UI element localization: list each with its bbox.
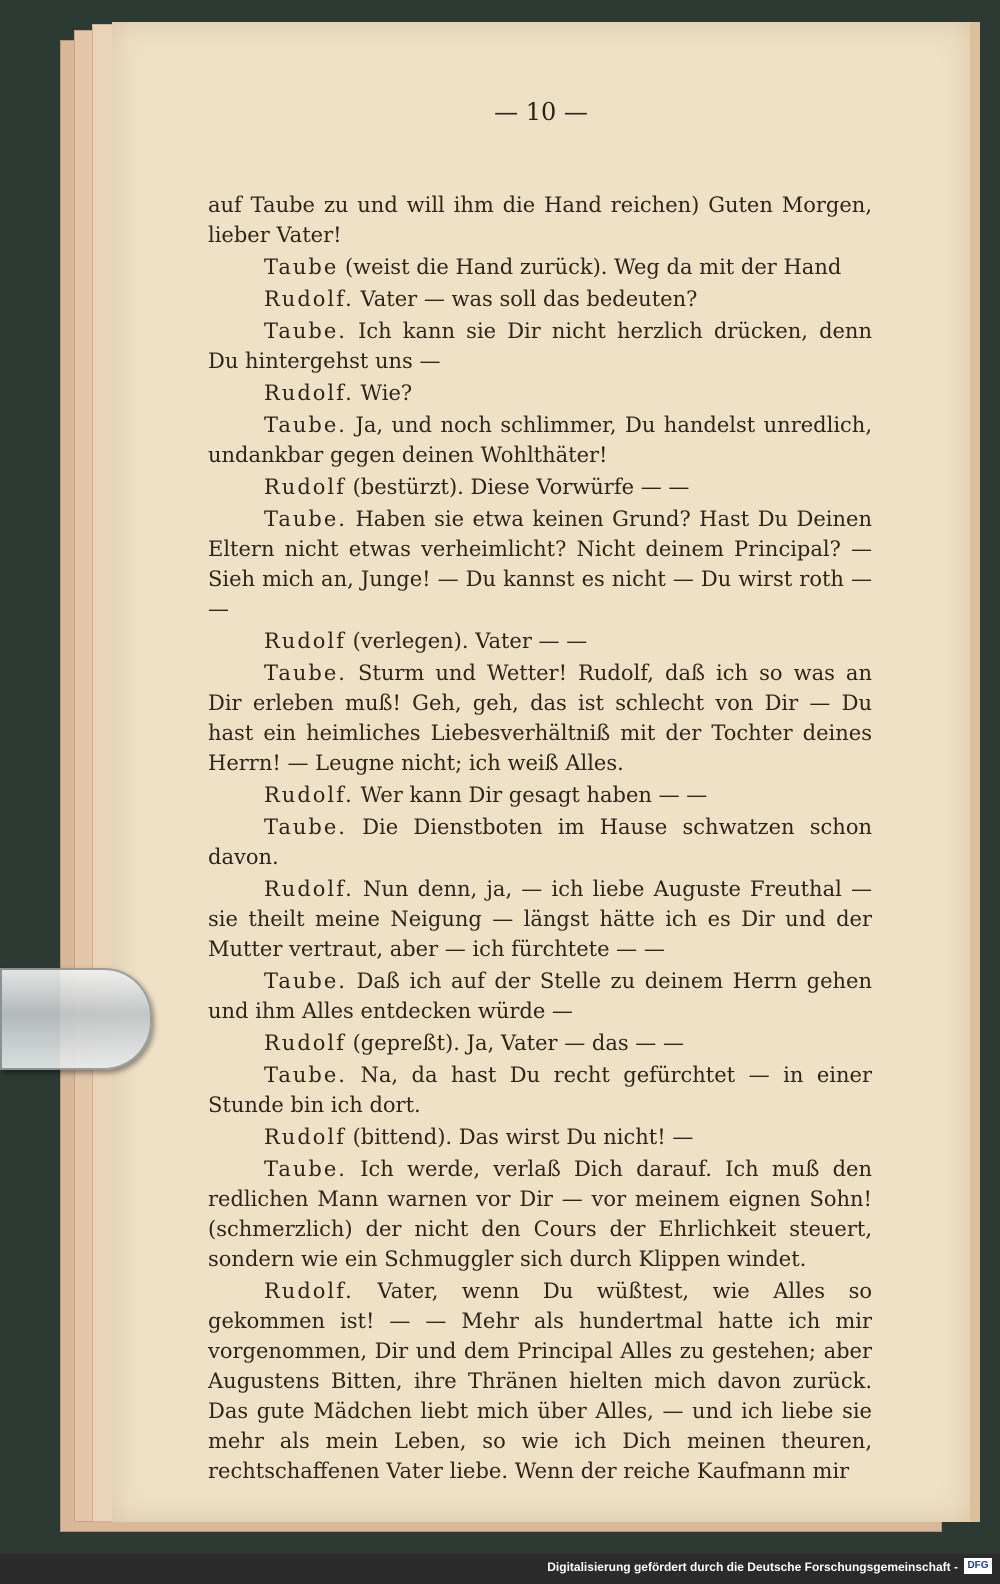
speaker-name: Taube. (264, 969, 347, 993)
dialogue-text: Die Dienstboten im Hause schwatzen schon davon. (208, 815, 872, 869)
speaker-name: Taube. (264, 507, 347, 531)
dialogue-paragraph (208, 378, 872, 408)
dialogue-text: Vater — was soll das bedeuten? (360, 287, 698, 311)
dialogue-text: Wer kann Dir gesagt haben — — (360, 783, 708, 807)
page-clip (0, 968, 152, 1070)
funding-notice: Digitalisierung gefördert durch die Deutsche Forschungsgemeinschaft - (547, 1560, 958, 1574)
speaker-name: Taube. (264, 1157, 347, 1181)
dialogue-text: Sturm und Wetter! Rudolf, daß ich so was an Dir erleben muß! Geh, geh, das ist schlecht von Dir — Du hast ein heimliches Liebesverhältniß mit der Tochter deines Herrn! — Leugne nicht; ich weiß Alles. (208, 661, 872, 775)
speaker-name: Rudolf (264, 629, 346, 653)
dialogue-paragraph (208, 472, 872, 502)
dialogue-text: Ich werde, verlaß Dich darauf. Ich muß den redlichen Mann warnen vor Dir — vor meinem eignen Sohn! (schmerzlich) der nicht den Cours der Ehrlichkeit steuert, sondern wie ein Schmuggler sich durch Klippen windet. (208, 1157, 872, 1271)
speaker-name: Rudolf. (264, 783, 354, 807)
dialogue-paragraph (208, 410, 872, 470)
dialogue-paragraph (208, 780, 872, 810)
speaker-name: Rudolf (264, 475, 346, 499)
dialogue-text: Wie? (360, 381, 413, 405)
dialogue-paragraph (208, 658, 872, 778)
dialogue-paragraph (208, 504, 872, 624)
dialogue-text: Ja, und noch schlimmer, Du handelst unredlich, undankbar gegen deinen Wohlthäter! (208, 413, 872, 467)
speaker-name: Rudolf (264, 1125, 346, 1149)
dialogue-text: Na, da hast Du recht gefürchtet — in einer Stunde bin ich dort. (208, 1063, 872, 1117)
speaker-name: Rudolf. (264, 287, 354, 311)
page-number: — 10 — (494, 98, 588, 126)
dialogue-paragraph (208, 626, 872, 656)
dialogue-text: (verlegen). Vater — — (352, 629, 588, 653)
dialogue-paragraph (208, 812, 872, 872)
speaker-name: Taube. (264, 1063, 347, 1087)
dialogue-paragraph (208, 966, 872, 1026)
dialogue-paragraph (208, 1028, 872, 1058)
dialogue-text: Haben sie etwa keinen Grund? Hast Du Deinen Eltern nicht etwas verheimlicht? Nicht deinem Principal? — Sieh mich an, Junge! — Du kannst es nicht — Du wirst roth — — (208, 507, 872, 621)
dialogue-text: (gepreßt). Ja, Vater — das — — (352, 1031, 684, 1055)
speaker-name: Rudolf. (264, 877, 354, 901)
speaker-name: Taube (264, 255, 339, 279)
dialogue-text: (weist die Hand zurück). Weg da mit der Hand (344, 255, 842, 279)
page-text (208, 190, 872, 1488)
speaker-name: Rudolf (264, 1031, 346, 1055)
dialogue-text: (bittend). Das wirst Du nicht! — (352, 1125, 694, 1149)
dialogue-paragraph (208, 252, 872, 282)
speaker-name: Taube. (264, 413, 347, 437)
dfg-logo: DFG (964, 1558, 992, 1574)
speaker-name: Taube. (264, 319, 347, 343)
dialogue-text: Ich kann sie Dir nicht herzlich drücken, denn Du hintergehst uns — (208, 319, 872, 373)
dialogue-paragraph (208, 316, 872, 376)
speaker-name: Rudolf. (264, 381, 354, 405)
dialogue-text: Daß ich auf der Stelle zu deinem Herrn gehen und ihm Alles entdecken würde — (208, 969, 872, 1023)
dialogue-text: Vater, wenn Du wüßtest, wie Alles so gekommen ist! — — Mehr als hundertmal hatte ich mir vorgenommen, Dir und dem Principal Alles zu gestehen; aber Augustens Bitten, ihre Thränen hielten mich davon zurück. Das gute Mädchen liebt mich über Alles, — und ich liebe sie mehr als mein Leben, so wie ich Dich meinen theuren, rechtschaffenen Vater liebe. Wenn der reiche Kaufmann mir (208, 1279, 872, 1483)
dialogue-paragraph (208, 1154, 872, 1274)
dialogue-text: (bestürzt). Diese Vorwürfe — — (352, 475, 690, 499)
dialogue-text: Nun denn, ja, — ich liebe Auguste Freuthal — sie theilt meine Neigung — längst hätte ich es Dir und der Mutter vertraut, aber — ich fürchtete — — (208, 877, 872, 961)
dialogue-paragraph (208, 874, 872, 964)
speaker-name: Taube. (264, 661, 347, 685)
dialogue-paragraph (208, 1060, 872, 1120)
dialogue-paragraph (208, 1122, 872, 1152)
dialogue-text: auf Taube zu und will ihm die Hand reichen) Guten Morgen, lieber Vater! (208, 193, 872, 247)
dialogue-paragraph (208, 1276, 872, 1486)
speaker-name: Taube. (264, 815, 347, 839)
dialogue-paragraph (208, 284, 872, 314)
dialogue-paragraph (208, 190, 872, 250)
speaker-name: Rudolf. (264, 1279, 354, 1303)
book-page (112, 22, 980, 1522)
